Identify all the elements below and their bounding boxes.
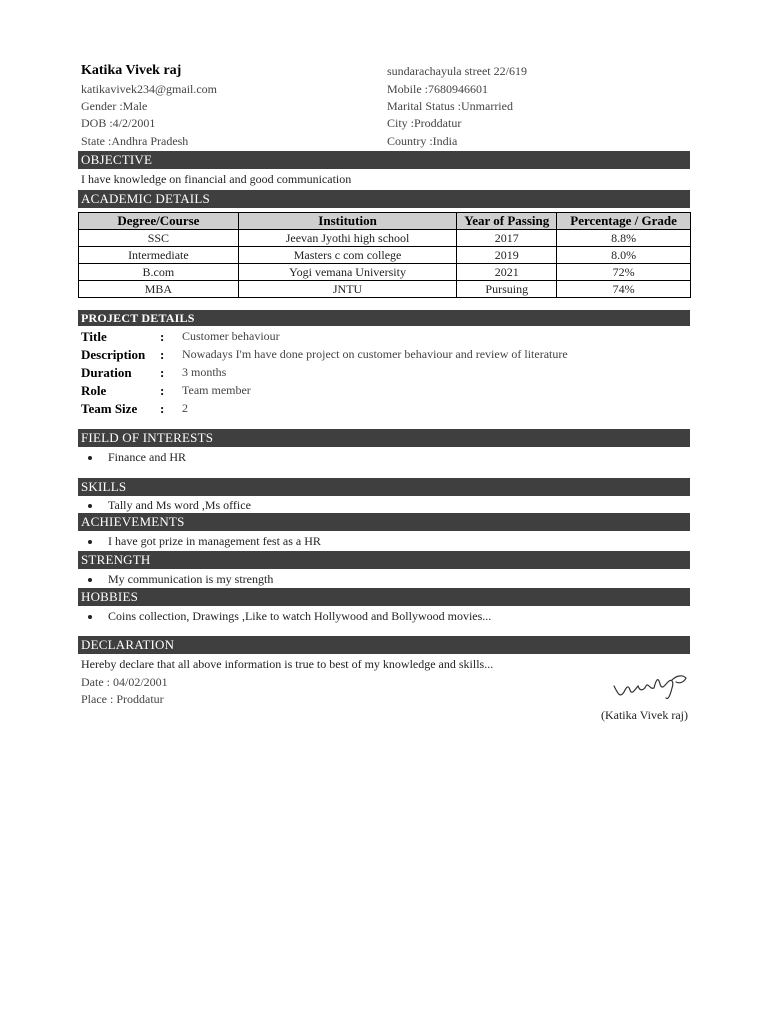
achievement-text: I have got prize in management fest as a HR bbox=[108, 534, 321, 548]
candidate-name: Katika Vivek raj bbox=[81, 63, 182, 78]
list-item bbox=[88, 534, 321, 549]
section-objective: OBJECTIVE bbox=[78, 151, 690, 169]
table-cell: Yogi vemana University bbox=[238, 264, 457, 281]
skill-text: Tally and Ms word ,Ms office bbox=[108, 498, 251, 512]
table-cell: 74% bbox=[557, 281, 691, 298]
bullet-icon bbox=[88, 504, 92, 508]
list-item bbox=[88, 609, 491, 624]
table-row bbox=[79, 247, 691, 264]
section-academic: ACADEMIC DETAILS bbox=[78, 190, 690, 208]
bullet-icon bbox=[88, 456, 92, 460]
signature-name: (Katika Vivek raj) bbox=[600, 708, 688, 722]
table-cell: Intermediate bbox=[79, 247, 239, 264]
column-header: Percentage / Grade bbox=[557, 213, 691, 230]
section-strength: STRENGTH bbox=[78, 551, 690, 569]
project-value-description: Nowadays I'm have done project on customer behaviour and review of literature bbox=[182, 347, 568, 361]
interest-text: Finance and HR bbox=[108, 450, 186, 464]
declaration-place: Place : Proddatur bbox=[81, 692, 164, 706]
table-cell: SSC bbox=[79, 230, 239, 247]
table-cell: 2021 bbox=[457, 264, 557, 281]
country: Country :India bbox=[387, 134, 458, 148]
table-cell: 2019 bbox=[457, 247, 557, 264]
column-header: Institution bbox=[238, 213, 457, 230]
table-row bbox=[79, 264, 691, 281]
project-label-role: Role bbox=[81, 383, 107, 398]
mobile: Mobile :7680946601 bbox=[387, 82, 488, 96]
colon: : bbox=[160, 347, 165, 362]
project-label-duration: Duration bbox=[81, 365, 132, 380]
section-declaration: DECLARATION bbox=[78, 636, 690, 654]
table-cell: Pursuing bbox=[457, 281, 557, 298]
declaration-text: Hereby declare that all above information is true to best of my knowledge and skills... bbox=[81, 657, 494, 671]
project-label-description: Description bbox=[81, 347, 146, 362]
project-value-duration: 3 months bbox=[182, 365, 227, 379]
table-cell: B.com bbox=[79, 264, 239, 281]
colon: : bbox=[160, 383, 165, 398]
column-header: Year of Passing bbox=[457, 213, 557, 230]
project-value-title: Customer behaviour bbox=[182, 329, 280, 343]
state: State :Andhra Pradesh bbox=[81, 134, 189, 148]
project-label-team-size: Team Size bbox=[81, 401, 138, 416]
colon: : bbox=[160, 365, 165, 380]
table-row bbox=[79, 281, 691, 298]
section-achievements: ACHIEVEMENTS bbox=[78, 513, 690, 531]
city: City :Proddatur bbox=[387, 116, 462, 130]
academic-table bbox=[78, 212, 691, 298]
hobby-text: Coins collection, Drawings ,Like to watch Hollywood and Bollywood movies... bbox=[108, 609, 492, 623]
table-row bbox=[79, 230, 691, 247]
objective-text: I have knowledge on financial and good communication bbox=[81, 172, 352, 186]
section-hobbies: HOBBIES bbox=[78, 588, 690, 606]
list-item bbox=[88, 498, 251, 513]
email: katikavivek234@gmail.com bbox=[81, 82, 218, 96]
section-interests: FIELD OF INTERESTS bbox=[78, 429, 690, 447]
table-cell: MBA bbox=[79, 281, 239, 298]
table-cell: 2017 bbox=[457, 230, 557, 247]
column-header: Degree/Course bbox=[79, 213, 239, 230]
strength-text: My communication is my strength bbox=[108, 572, 274, 586]
declaration-date: Date : 04/02/2001 bbox=[81, 675, 168, 689]
address: sundarachayula street 22/619 bbox=[387, 64, 527, 78]
table-cell: Masters c com college bbox=[238, 247, 457, 264]
bullet-icon bbox=[88, 540, 92, 544]
gender: Gender :Male bbox=[81, 99, 148, 113]
bullet-icon bbox=[88, 615, 92, 619]
list-item bbox=[88, 572, 273, 587]
colon: : bbox=[160, 401, 165, 416]
dob: DOB :4/2/2001 bbox=[81, 116, 156, 130]
table-cell: 8.0% bbox=[557, 247, 691, 264]
marital-status: Marital Status :Unmarried bbox=[387, 99, 513, 113]
section-project: PROJECT DETAILS bbox=[78, 310, 690, 326]
table-cell: 8.8% bbox=[557, 230, 691, 247]
table-cell: JNTU bbox=[238, 281, 457, 298]
project-value-team-size: 2 bbox=[182, 401, 188, 415]
bullet-icon bbox=[88, 578, 92, 582]
project-value-role: Team member bbox=[182, 383, 251, 397]
table-header-row bbox=[79, 213, 691, 230]
table-cell: 72% bbox=[557, 264, 691, 281]
colon: : bbox=[160, 329, 165, 344]
table-cell: Jeevan Jyothi high school bbox=[238, 230, 457, 247]
section-skills: SKILLS bbox=[78, 478, 690, 496]
list-item bbox=[88, 450, 186, 465]
project-label-title: Title bbox=[81, 329, 107, 344]
signature-image bbox=[610, 668, 690, 704]
